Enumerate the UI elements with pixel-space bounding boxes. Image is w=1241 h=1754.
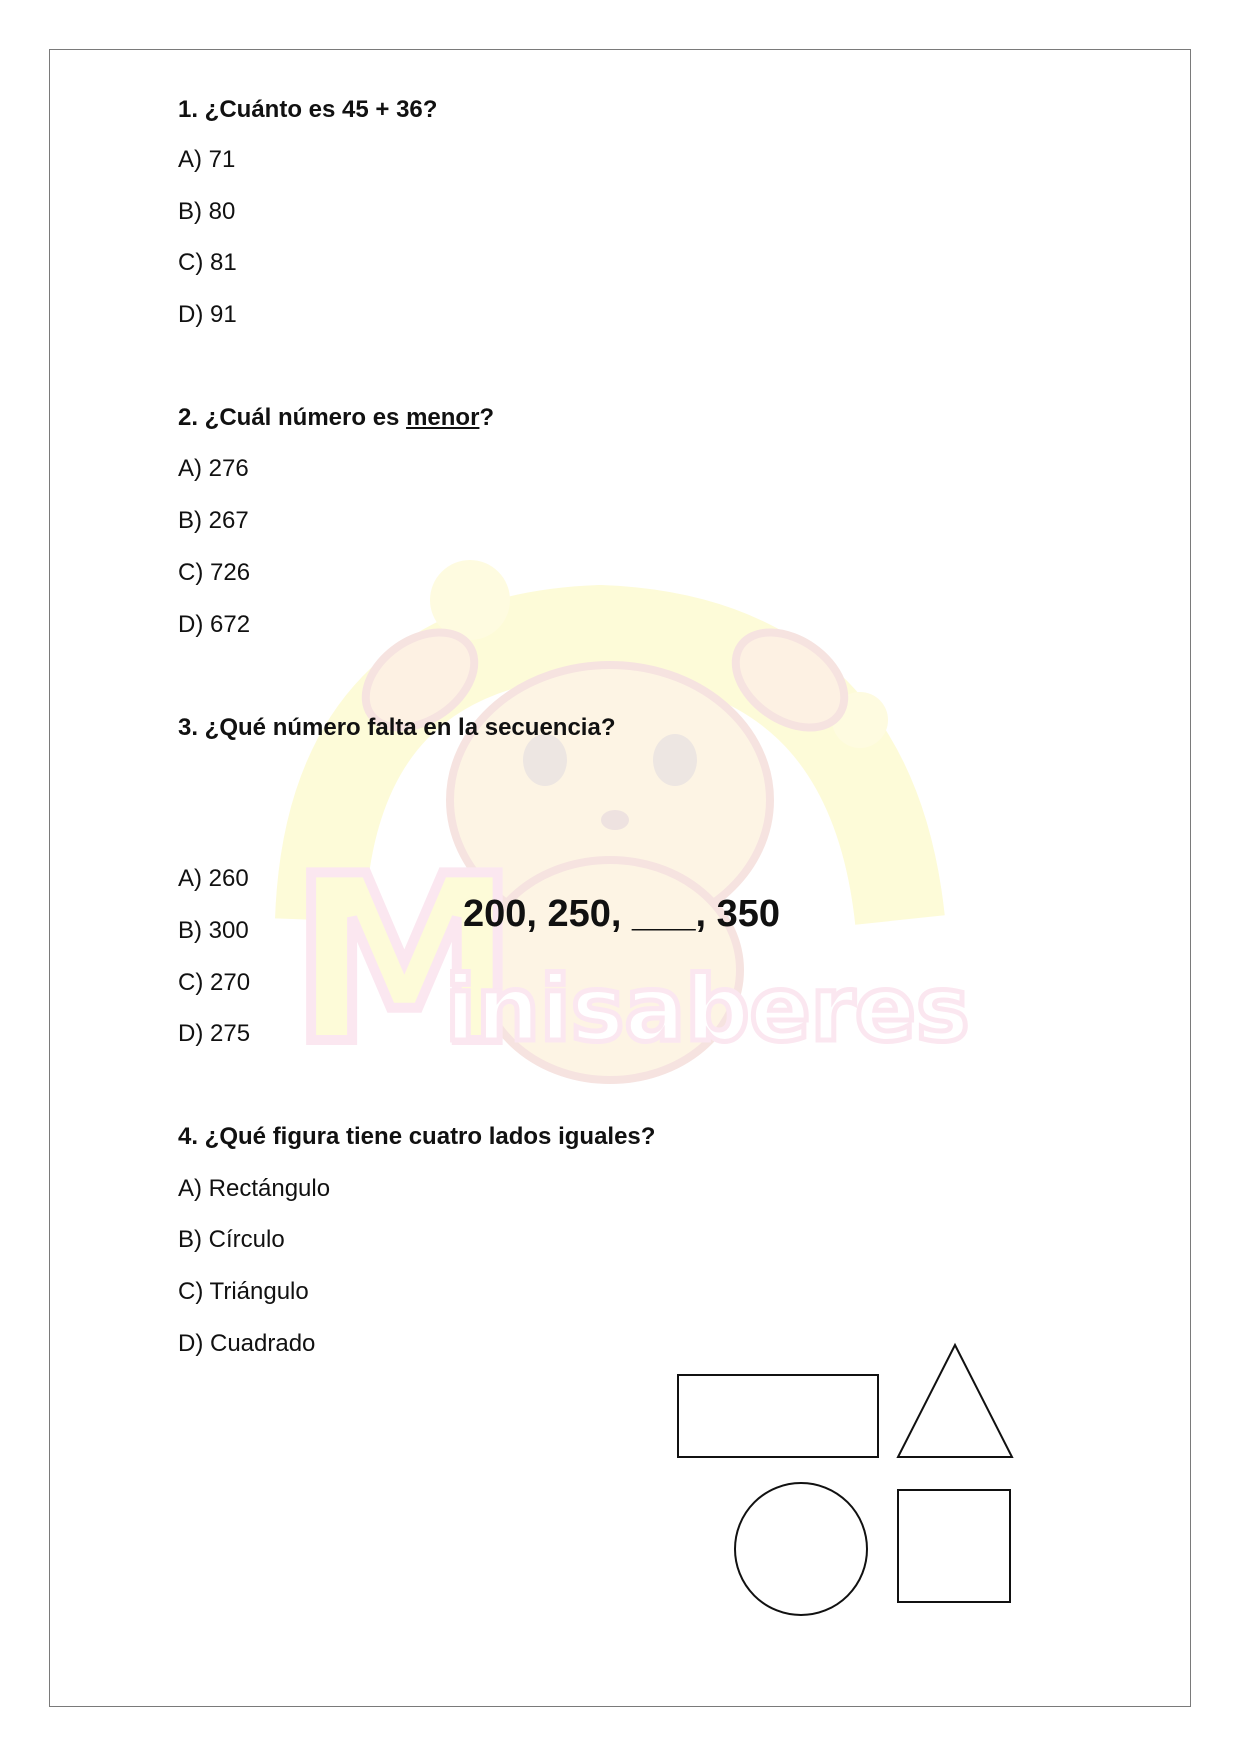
question-1-option-a[interactable]: A) 71 [178, 146, 236, 173]
question-1-option-d[interactable]: D) 91 [178, 301, 237, 328]
question-2-title [178, 404, 494, 432]
question-2-option-d[interactable]: D) 672 [178, 611, 251, 638]
minisaberes-watermark-logo [270, 520, 990, 1220]
question-2-title-start: 2. ¿Cuál número es [178, 404, 407, 431]
question-3-option-d[interactable]: D) 275 [178, 1020, 251, 1047]
question-2-option-c[interactable]: C) 726 [178, 559, 251, 586]
question-4-option-b[interactable]: B) Círculo [178, 1226, 285, 1253]
question-3-option-b[interactable]: B) 300 [178, 917, 249, 944]
question-3-option-a[interactable]: A) 260 [178, 865, 249, 892]
question-4-option-a[interactable]: A) Rectángulo [178, 1175, 331, 1202]
question-2-option-a[interactable]: A) 276 [178, 455, 249, 482]
question-1-option-b[interactable]: B) 80 [178, 198, 236, 225]
question-1-title: 1. ¿Cuánto es 45 + 36? [178, 96, 438, 123]
question-2-option-b[interactable]: B) 267 [178, 507, 249, 534]
question-1-option-c[interactable]: C) 81 [178, 249, 237, 276]
question-4-title: 4. ¿Qué figura tiene cuatro lados iguales? [178, 1123, 656, 1150]
question-4-option-d[interactable]: D) Cuadrado [178, 1330, 316, 1357]
question-4-option-c[interactable]: C) Triángulo [178, 1278, 309, 1305]
rectangle-icon [678, 1375, 878, 1457]
question-3-title: 3. ¿Qué número falta en la secuencia? [178, 714, 616, 741]
square-icon [898, 1490, 1010, 1602]
circle-icon [735, 1483, 867, 1615]
question-2-emphasis: menor [406, 404, 480, 431]
sequence-text: 200, 250, ___, 350 [463, 893, 780, 935]
question-3-option-c[interactable]: C) 270 [178, 969, 251, 996]
shapes-illustration [670, 1335, 1030, 1625]
svg-text:M: M [290, 828, 519, 1095]
question-2-title-end: ? [479, 404, 495, 431]
triangle-icon [898, 1345, 1012, 1457]
svg-text:inisaberes: inisaberes [445, 957, 970, 1062]
